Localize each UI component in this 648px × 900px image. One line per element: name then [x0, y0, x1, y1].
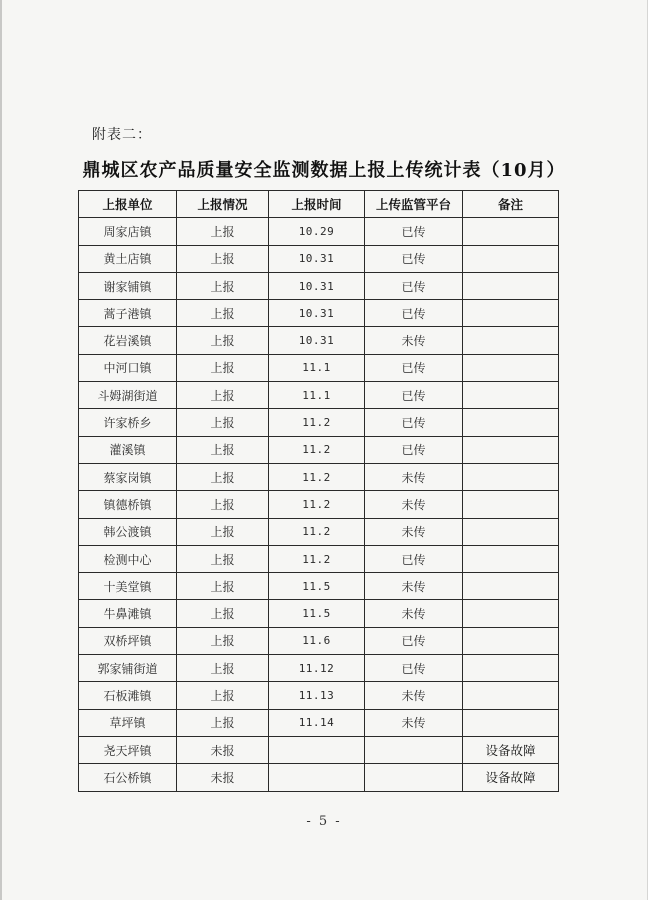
table-row — [79, 436, 559, 463]
cell-date: 11.2 — [269, 545, 365, 572]
cell-date: 11.5 — [269, 573, 365, 600]
cell-status: 上报 — [177, 463, 269, 490]
cell-status: 上报 — [177, 409, 269, 436]
cell-date: 11.12 — [269, 655, 365, 682]
cell-note: 设备故障 — [463, 736, 559, 763]
page-title: 鼎城区农产品质量安全监测数据上报上传统计表（10月） — [82, 160, 566, 181]
cell-upload: 已传 — [365, 245, 463, 272]
cell-date: 10.31 — [269, 245, 365, 272]
table-row — [79, 627, 559, 654]
cell-unit: 周家店镇 — [79, 218, 177, 245]
cell-date: 10.31 — [269, 300, 365, 327]
cell-date: 11.5 — [269, 600, 365, 627]
cell-note — [463, 545, 559, 572]
cell-note — [463, 600, 559, 627]
cell-note — [463, 491, 559, 518]
cell-status: 上报 — [177, 573, 269, 600]
cell-status: 上报 — [177, 709, 269, 736]
cell-unit: 黄土店镇 — [79, 245, 177, 272]
cell-unit: 双桥坪镇 — [79, 627, 177, 654]
cell-status: 上报 — [177, 300, 269, 327]
cell-upload: 已传 — [365, 300, 463, 327]
cell-date: 11.2 — [269, 436, 365, 463]
header-note: 备注 — [463, 191, 559, 218]
cell-upload: 已传 — [365, 272, 463, 299]
table-row — [79, 354, 559, 381]
cell-upload: 已传 — [365, 218, 463, 245]
cell-unit: 尧天坪镇 — [79, 736, 177, 763]
table-row — [79, 655, 559, 682]
cell-status: 上报 — [177, 655, 269, 682]
cell-note — [463, 436, 559, 463]
cell-unit: 牛鼻滩镇 — [79, 600, 177, 627]
cell-note — [463, 382, 559, 409]
cell-unit: 花岩溪镇 — [79, 327, 177, 354]
table-row — [79, 736, 559, 763]
cell-note — [463, 463, 559, 490]
table-row — [79, 382, 559, 409]
cell-note — [463, 354, 559, 381]
cell-date: 10.29 — [269, 218, 365, 245]
table-row — [79, 600, 559, 627]
table-row — [79, 409, 559, 436]
cell-upload: 未传 — [365, 491, 463, 518]
cell-upload: 已传 — [365, 655, 463, 682]
cell-date: 11.6 — [269, 627, 365, 654]
table-row — [79, 218, 559, 245]
cell-unit: 镇德桥镇 — [79, 491, 177, 518]
cell-date: 11.1 — [269, 354, 365, 381]
cell-upload: 未传 — [365, 600, 463, 627]
cell-unit: 韩公渡镇 — [79, 518, 177, 545]
cell-date: 11.14 — [269, 709, 365, 736]
cell-note — [463, 409, 559, 436]
cell-status: 上报 — [177, 354, 269, 381]
scan-left-edge — [0, 0, 2, 900]
header-date: 上报时间 — [269, 191, 365, 218]
cell-status: 未报 — [177, 764, 269, 791]
cell-upload: 未传 — [365, 463, 463, 490]
table-row — [79, 245, 559, 272]
cell-unit: 石公桥镇 — [79, 764, 177, 791]
cell-unit: 谢家铺镇 — [79, 272, 177, 299]
cell-date: 11.2 — [269, 409, 365, 436]
cell-status: 上报 — [177, 382, 269, 409]
table-row — [79, 518, 559, 545]
cell-unit: 斗姆湖街道 — [79, 382, 177, 409]
cell-note — [463, 327, 559, 354]
cell-status: 上报 — [177, 436, 269, 463]
cell-upload: 已传 — [365, 627, 463, 654]
cell-unit: 蔡家岗镇 — [79, 463, 177, 490]
cell-upload: 已传 — [365, 409, 463, 436]
table-row — [79, 491, 559, 518]
cell-unit: 检测中心 — [79, 545, 177, 572]
cell-note — [463, 272, 559, 299]
cell-unit: 许家桥乡 — [79, 409, 177, 436]
table-row — [79, 682, 559, 709]
cell-upload — [365, 736, 463, 763]
cell-upload: 已传 — [365, 436, 463, 463]
cell-date: 11.2 — [269, 518, 365, 545]
cell-note — [463, 218, 559, 245]
cell-status: 未报 — [177, 736, 269, 763]
cell-unit: 石板滩镇 — [79, 682, 177, 709]
cell-upload: 未传 — [365, 518, 463, 545]
table-row — [79, 327, 559, 354]
cell-upload: 未传 — [365, 573, 463, 600]
cell-status: 上报 — [177, 218, 269, 245]
table-row — [79, 545, 559, 572]
header-upload: 上传监管平台 — [365, 191, 463, 218]
cell-note: 设备故障 — [463, 764, 559, 791]
cell-note — [463, 655, 559, 682]
table-body — [79, 218, 559, 791]
cell-note — [463, 573, 559, 600]
cell-status: 上报 — [177, 545, 269, 572]
table-row — [79, 709, 559, 736]
table-row — [79, 573, 559, 600]
table-row — [79, 300, 559, 327]
cell-date: 11.13 — [269, 682, 365, 709]
cell-upload: 已传 — [365, 382, 463, 409]
cell-status: 上报 — [177, 491, 269, 518]
header-unit: 上报单位 — [79, 191, 177, 218]
page-number: - 5 - — [306, 814, 342, 829]
report-table — [78, 190, 559, 792]
cell-date — [269, 736, 365, 763]
cell-date: 11.2 — [269, 491, 365, 518]
cell-date: 11.2 — [269, 463, 365, 490]
cell-unit: 灌溪镇 — [79, 436, 177, 463]
cell-status: 上报 — [177, 327, 269, 354]
cell-note — [463, 518, 559, 545]
cell-upload: 已传 — [365, 354, 463, 381]
cell-note — [463, 682, 559, 709]
cell-note — [463, 300, 559, 327]
cell-upload: 未传 — [365, 327, 463, 354]
cell-date: 11.1 — [269, 382, 365, 409]
cell-unit: 蒿子港镇 — [79, 300, 177, 327]
cell-status: 上报 — [177, 627, 269, 654]
cell-unit: 十美堂镇 — [79, 573, 177, 600]
cell-status: 上报 — [177, 600, 269, 627]
cell-status: 上报 — [177, 272, 269, 299]
cell-date — [269, 764, 365, 791]
cell-note — [463, 627, 559, 654]
cell-unit: 郭家铺街道 — [79, 655, 177, 682]
cell-date: 10.31 — [269, 327, 365, 354]
cell-status: 上报 — [177, 245, 269, 272]
cell-upload: 已传 — [365, 545, 463, 572]
cell-note — [463, 709, 559, 736]
table-row — [79, 764, 559, 791]
cell-date: 10.31 — [269, 272, 365, 299]
cell-upload: 未传 — [365, 682, 463, 709]
cell-status: 上报 — [177, 518, 269, 545]
table-header-row — [79, 191, 559, 218]
cell-upload — [365, 764, 463, 791]
cell-unit: 草坪镇 — [79, 709, 177, 736]
attachment-label: 附表二： — [92, 127, 152, 143]
header-status: 上报情况 — [177, 191, 269, 218]
cell-unit: 中河口镇 — [79, 354, 177, 381]
cell-upload: 未传 — [365, 709, 463, 736]
cell-note — [463, 245, 559, 272]
cell-status: 上报 — [177, 682, 269, 709]
table-row — [79, 463, 559, 490]
table-row — [79, 272, 559, 299]
